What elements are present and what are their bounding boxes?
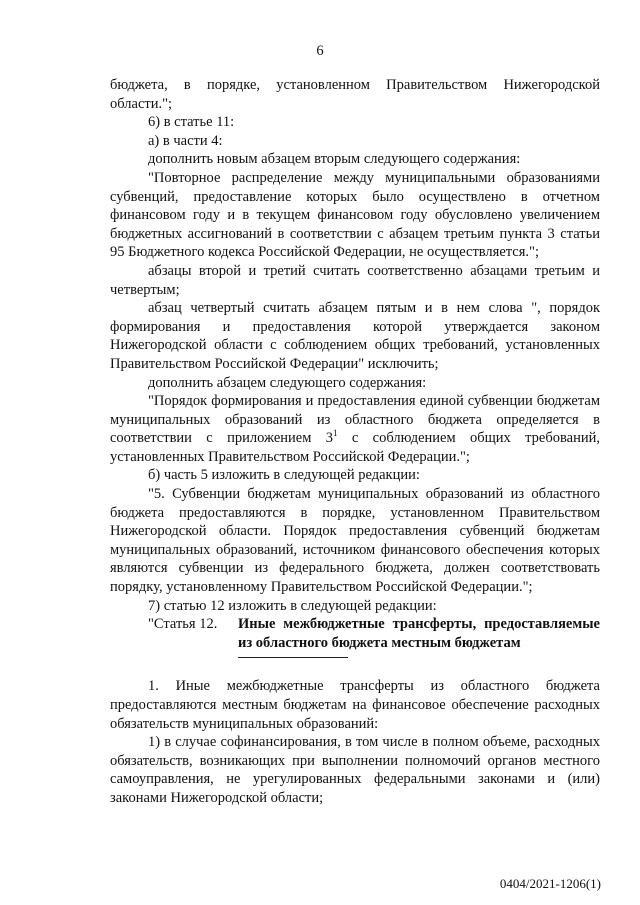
paragraph: дополнить новым абзацем вторым следующего содержания: [148,151,521,168]
document-code: 0404/2021-1206(1) [499,876,601,891]
heading-divider [238,657,348,658]
paragraph: 6) в статье 11: [148,114,235,131]
paragraph-text: "Порядок формирования и предоставления единой субвенции бюджетам муниципальных образований из областного бюджета определяется в соответствии с приложением 3 [110,393,600,447]
paragraph-text: с соблюдением общих требований, установленных Правительством Российской Федерации."; [110,430,600,465]
article-label: "Статья 12. [148,616,218,633]
paragraph: бюджета, в порядке, установленном Правительством Нижегородской области."; [110,77,600,112]
page-number: 6 [316,43,324,59]
paragraph: абзац четвертый считать абзацем пятым и в нем слова ", порядок формирования и предоставления которой утверждается законом Нижегородской области с соблюдением общих требований, установленных Правительством Российской Федерации" исключить; [110,300,600,372]
paragraph: 1. Иные межбюджетные трансферты из областного бюджета предоставляются местным бюджетам на финансовое обеспечение расходных обязательств муниципальных образований: [110,678,600,732]
article-heading [110,615,600,652]
superscript: 1 [333,428,338,439]
paragraph: а) в части 4: [148,132,223,149]
paragraph: "5. Субвенции бюджетам муниципальных образований из областного бюджета предоставляются в порядке, установленном Правительством Нижегородской области. Порядок предоставления субвенций бюджетам муниципальных образований, источником финансового обеспечения которых являются субвенции из федерального бюджета, должен соответствовать порядку, установленному Правительством Российской Федерации."; [110,486,600,596]
paragraph: 1) в случае софинансирования, в том числе в полном объеме, расходных обязательств, возникающих при выполнении полномочий органов местного самоуправления, не урегулированных федеральными законами и (или) законами Нижегородской области; [110,734,600,806]
paragraph: "Повторное распределение между муниципальными образованиями субвенций, предоставление которых было осуществлено в отчетном финансовом году и в текущем финансовом году обусловлено увеличением бюджетных ассигнований в соответствии с абзацем третьим пункта 3 статьи 95 Бюджетного кодекса Российской Федерации, не осуществляется."; [110,169,600,261]
article-title: Иные межбюджетные трансферты, предоставляемые из областного бюджета местным бюджетам [238,616,600,651]
paragraph: дополнить абзацем следующего содержания: [148,374,427,391]
paragraph [110,392,600,466]
paragraph: абзацы второй и третий считать соответственно абзацами третьим и четвертым; [110,262,600,298]
paragraph: б) часть 5 изложить в следующей редакции: [148,467,420,484]
paragraph: 7) статью 12 изложить в следующей редакции: [148,597,437,614]
document-body [110,76,600,808]
